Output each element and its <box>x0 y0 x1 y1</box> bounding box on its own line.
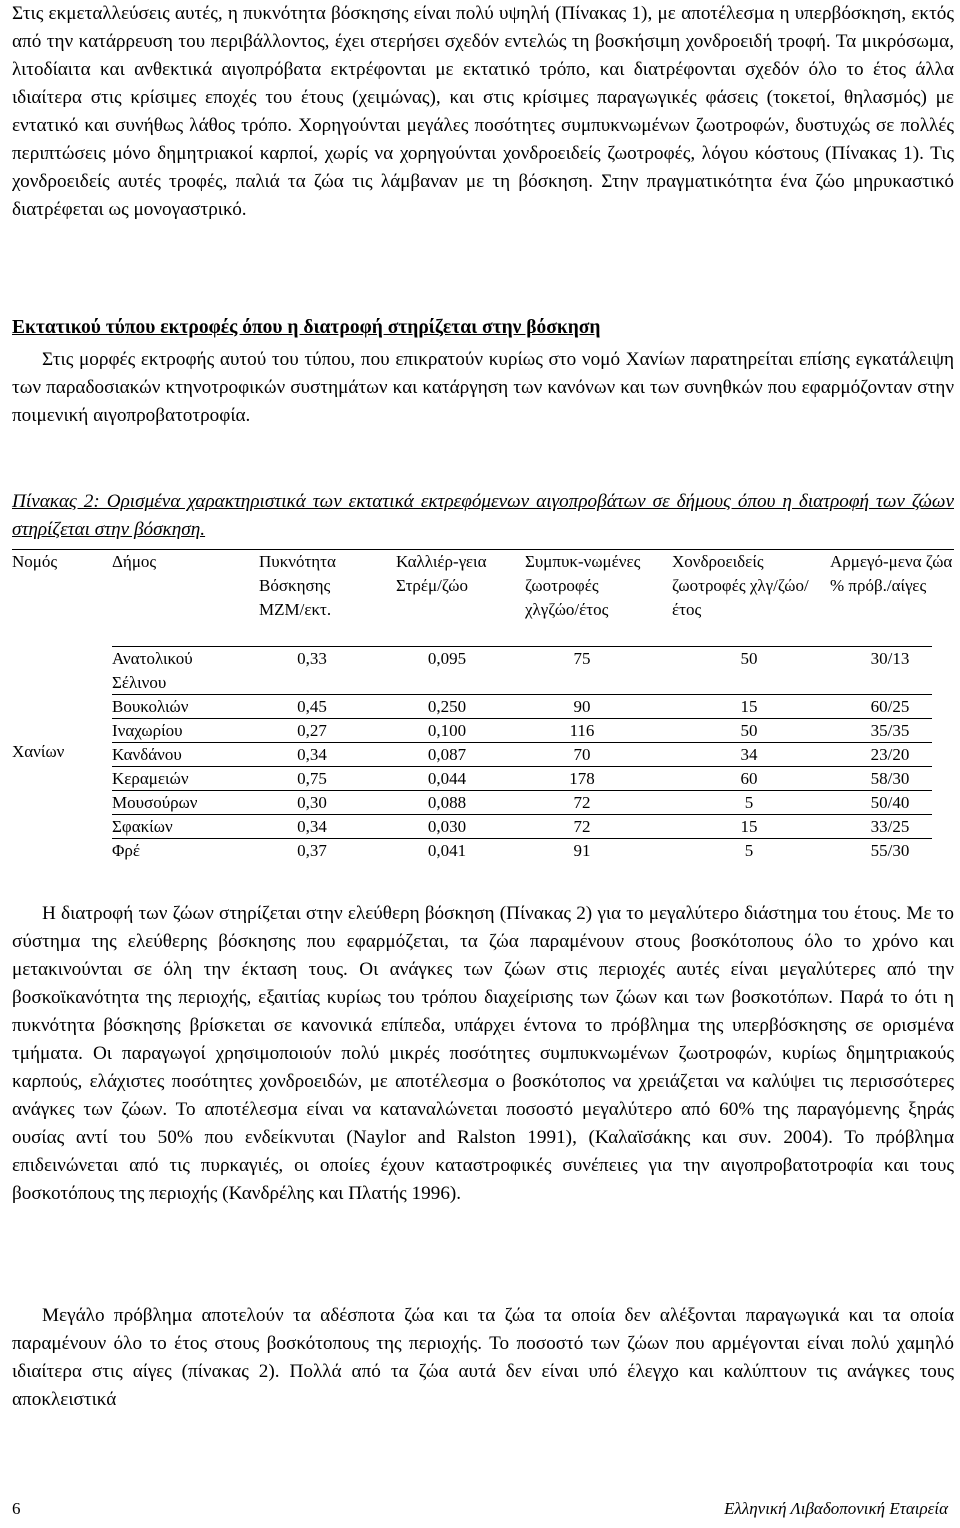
header-concentrates: Συμπυκ-νωμένες ζωοτροφές χλγζώο/έτος <box>525 552 641 619</box>
cell-cultivation: 0,100 <box>427 721 467 740</box>
table-row <box>112 838 932 863</box>
cell-concentrates: 91 <box>573 841 591 860</box>
cell-dimos: Ιναχωρίου <box>112 721 183 740</box>
table-caption: Πίνακας 2: Ορισμένα χαρακτηριστικά των εκτατικά εκτρεφόμενων αιγοπροβάτων σε δήμους όπου η διατροφή των ζώων στηρίζεται στην βόσκηση. <box>12 491 954 540</box>
cell-milked: 35/35 <box>870 721 910 740</box>
cell-roughage: 50 <box>740 649 758 668</box>
organization-name: Ελληνική Λιβαδοπονική Εταιρεία <box>724 1499 948 1518</box>
cell-milked: 30/13 <box>870 649 910 668</box>
cell-dimos: Φρέ <box>112 841 141 860</box>
cell-milked: 23/20 <box>870 745 910 764</box>
paragraph-stray-animals: Μεγάλο πρόβλημα αποτελούν τα αδέσποτα ζώα και τα ζώα τα οποία δεν αλέξονται παραγωγικά και τα οποία παραμένουν όλο το έτος στους βοσκότοπους της περιοχής. Το ποσοστό των ζώων που αρμέγονται είναι πολύ χαμηλό ιδιαίτερα στις αίγες (πίνακας 2). Πολλά από τα ζώα αυτά δεν είναι υπό έλεγχο και καλύπτουν τις ανάγκες τους αποκλειστικά <box>12 1305 954 1410</box>
header-roughage: Χονδροειδείς ζωοτροφές χλγ/ζώο/έτος <box>672 552 809 619</box>
table-row <box>112 718 932 743</box>
cell-cultivation: 0,088 <box>427 793 467 812</box>
cell-roughage: 34 <box>740 745 758 764</box>
cell-density: 0,30 <box>297 793 327 812</box>
cell-milked: 33/25 <box>870 817 910 836</box>
cell-density: 0,34 <box>297 817 327 836</box>
paragraph-extensive-systems: Στις μορφές εκτροφής αυτού του τύπου, που επικρατούν κυρίως στο νομό Χανίων παρατηρείται επίσης εγκατάλειψη των παραδοσιακών κτηνοτροφικών συστημάτων και κατάργηση των κανόνων και των συνηθκών που εφαρμόζονταν στην ποιμενική αιγοπροβατοτροφία. <box>12 349 954 426</box>
table-row <box>112 790 932 815</box>
cell-concentrates: 75 <box>573 649 591 668</box>
page-number: 6 <box>12 1499 21 1518</box>
cell-concentrates: 90 <box>573 697 591 716</box>
cell-cultivation: 0,087 <box>427 745 467 764</box>
cell-milked: 60/25 <box>870 697 910 716</box>
cell-roughage: 15 <box>740 817 758 836</box>
cell-density: 0,33 <box>297 649 327 668</box>
data-table <box>12 549 954 860</box>
cell-density: 0,34 <box>297 745 327 764</box>
header-dimos: Δήμος <box>112 552 157 571</box>
cell-roughage: 15 <box>740 697 758 716</box>
cell-cultivation: 0,044 <box>427 769 467 788</box>
cell-cultivation: 0,250 <box>427 697 467 716</box>
region-name: Χανίων <box>12 742 65 761</box>
cell-milked: 55/30 <box>870 841 910 860</box>
cell-dimos: Σφακίων <box>112 817 173 836</box>
cell-concentrates: 72 <box>573 793 591 812</box>
cell-cultivation: 0,095 <box>427 649 467 668</box>
paragraph-intensive-feeding: Στις εκμεταλλεύσεις αυτές, η πυκνότητα βόσκησης είναι πολύ υψηλή (Πίνακας 1), με αποτέλεσμα η υπερβόσκηση, εκτός από την κατάρρευση του περιβάλλοντος, έχει στερήσει σχεδόν εντελώς τη βοσκήσιμη χονδροειδή τροφή. Τα μικρόσωμα, λιτοδίαιτα και ανθεκτικά αιγοπρόβατα εκτρέφονται με εκτατικό τρόπο, και διατρέφονται σχεδόν όλο το έτος άλλα ιδιαίτερα στις κρίσιμες εποχές του έτους (χειμώνας), και στις κρίσιμες παραγωγικές φάσεις (τοκετοί, θηλασμός) με εντατικό και συνήθως λάθος τρόπο. Χορηγούνται μεγάλες ποσότητες συμπυκνωμένων ζωοτροφών, δυστυχώς σε πολλές περιπτώσεις μόνο δημητριακοί καρποί, χωρίς να χορηγούνται χονδροειδείς ζωοτροφές, λόγου κόστους (Πίνακας 1). Τις χονδροειδείς αυτές τροφές, παλιά τα ζώα τις λάμβαναν με τη βόσκηση. Στην πραγματικότητα ένα ζώο μηρυκαστικό διατρέφεται ως μονογαστρικό. <box>12 3 954 220</box>
table-row <box>112 742 932 767</box>
header-milked: Αρμεγό-μενα ζώα % πρόβ./αίγες <box>830 552 953 595</box>
section-heading: Εκτατικού τύπου εκτροφές όπου η διατροφή στηρίζεται στην βόσκηση <box>12 317 601 338</box>
cell-milked: 50/40 <box>870 793 910 812</box>
header-cultivation: Καλλιέρ-γεια Στρέμ/ζώο <box>396 552 487 595</box>
cell-concentrates: 116 <box>569 721 595 740</box>
cell-concentrates: 70 <box>573 745 591 764</box>
paragraph-free-grazing: Η διατροφή των ζώων στηρίζεται στην ελεύθερη βόσκηση (Πίνακας 2) για το μεγαλύτερο διάστημα του έτους. Με το σύστημα της ελεύθερης βόσκησης που εφαρμόζεται, τα ζώα παραμένουν στους βοσκότοπους όλο το χρόνο και μετακινούνται σε όλη την έκταση τους. Οι ανάγκες των ζώων στις περιοχές αυτές είναι μεγαλύτερες από την βοσκοϊκανότητα της περιοχής, εξαιτίας κυρίως του τρόπου διαχείρισης των ζώων και των βοσκοτόπων. Παρά το ότι η πυκνότητα βόσκησης βρίσκεται σε κανονικά επίπεδα, υπάρχει έντονα το πρόβλημα της υπερβόσκησης σε ορισμένα τμήματα. Οι παραγωγοί χρησιμοποιούν πολύ μικρές ποσότητες συμπυκνωμένων ζωοτροφών, κυρίως δημητριακούς καρπούς, ελάχιστες ποσότητες χονδροειδών, με αποτέλεσμα ο βοσκότοπος να χρειάζεται να καλύψει τις περισσότερες ανάγκες των ζώων. Το αποτέλεσμα είναι να καταναλώνεται ποσοστό μεγαλύτερο από 60% της παραγόμενης ξηράς ουσίας αντί του 50% που ενδείκνυται (Naylor and Ralston 1991), (Καλαϊσάκης και συν. 2004). Το πρόβλημα επιδεινώνεται από τις πυρκαγιές, οι οποίες έχουν καταστροφικές συνέπειες για την αιγοπροβατοτροφία και τους βοσκοτόπους της περιοχής (Κανδρέλης και Πλατής 1996). <box>12 903 954 1204</box>
cell-concentrates: 178 <box>569 769 595 788</box>
cell-roughage: 60 <box>740 769 758 788</box>
cell-milked: 58/30 <box>870 769 910 788</box>
table-row <box>112 814 932 839</box>
cell-dimos: Ανατολικού Σέλινου <box>112 649 193 692</box>
cell-roughage: 5 <box>744 841 754 860</box>
cell-density: 0,27 <box>297 721 327 740</box>
header-nomos: Νομός <box>12 552 58 571</box>
cell-cultivation: 0,030 <box>427 817 467 836</box>
cell-density: 0,45 <box>297 697 327 716</box>
cell-dimos: Κανδάνου <box>112 745 182 764</box>
cell-density: 0,75 <box>297 769 327 788</box>
cell-concentrates: 72 <box>573 817 591 836</box>
cell-roughage: 5 <box>744 793 754 812</box>
table-row <box>112 766 932 791</box>
header-density: Πυκνότητα Βόσκησης ΜΖΜ/εκτ. <box>259 552 336 619</box>
cell-dimos: Βουκολιών <box>112 697 189 716</box>
cell-dimos: Μουσούρων <box>112 793 198 812</box>
cell-cultivation: 0,041 <box>427 841 467 860</box>
table-row <box>112 694 932 719</box>
cell-dimos: Κεραμειών <box>112 769 189 788</box>
cell-density: 0,37 <box>297 841 327 860</box>
table-row <box>112 646 932 695</box>
cell-roughage: 50 <box>740 721 758 740</box>
